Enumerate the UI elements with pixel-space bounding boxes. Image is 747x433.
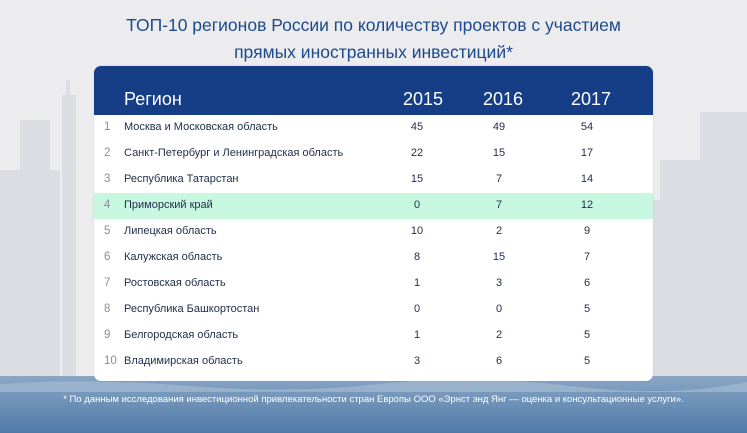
row-region: Республика Башкортостан: [124, 303, 260, 315]
table-row: [94, 193, 653, 219]
table-header: [94, 66, 653, 115]
row-rank: 5: [104, 225, 111, 237]
column-header-region: Регион: [124, 89, 182, 109]
row-region: Липецкая область: [124, 225, 217, 237]
row-value-2016: 7: [495, 173, 503, 185]
row-region: Белгородская область: [124, 329, 239, 341]
row-value-2017: 9: [583, 225, 591, 237]
chart-title-line-2: прямых иностранных инвестиций*: [234, 42, 513, 62]
table-row: [94, 349, 653, 375]
column-header-2016: 2016: [483, 89, 524, 109]
row-value-2015: 3: [413, 355, 421, 367]
row-value-2015: 22: [410, 147, 424, 159]
ranking-table: [94, 66, 653, 381]
row-value-2017: 5: [583, 355, 591, 367]
table-row: [94, 271, 653, 297]
row-rank: 4: [104, 199, 111, 211]
table-row: [94, 297, 653, 323]
row-value-2015: 0: [413, 199, 421, 211]
table-row: [94, 141, 653, 167]
row-value-2016: 3: [495, 277, 503, 289]
row-value-2016: 2: [495, 225, 503, 237]
row-value-2017: 5: [583, 329, 591, 341]
row-value-2017: 7: [583, 251, 591, 263]
chart-title-line-1: ТОП-10 регионов России по количеству проектов с участием: [126, 15, 621, 35]
row-rank: 1: [104, 121, 111, 133]
column-header-2017: 2017: [571, 89, 612, 109]
row-region: Ростовская область: [124, 277, 226, 289]
row-value-2016: 2: [495, 329, 503, 341]
row-value-2015: 10: [410, 225, 424, 237]
row-value-2016: 0: [495, 303, 503, 315]
row-region: Владимирская область: [124, 355, 243, 367]
table-row: [94, 219, 653, 245]
row-region: Калужская область: [124, 251, 223, 263]
row-value-2017: 5: [583, 303, 591, 315]
row-value-2017: 17: [580, 147, 594, 159]
row-rank: 6: [104, 251, 111, 263]
table-row: [94, 323, 653, 349]
row-region: Приморский край: [124, 199, 213, 211]
chart-title: [0, 12, 747, 66]
row-region: Республика Татарстан: [124, 173, 239, 185]
row-value-2015: 8: [413, 251, 421, 263]
row-rank: 3: [104, 173, 111, 185]
row-value-2016: 6: [495, 355, 503, 367]
row-value-2016: 49: [492, 121, 506, 133]
row-value-2017: 14: [580, 173, 594, 185]
row-region: Санкт-Петербург и Ленинградская область: [124, 147, 344, 159]
table-row: [94, 245, 653, 271]
row-value-2016: 15: [492, 251, 506, 263]
table-row: [94, 167, 653, 193]
row-value-2017: 12: [580, 199, 594, 211]
row-value-2015: 0: [413, 303, 421, 315]
row-rank: 7: [104, 277, 111, 289]
row-rank: 2: [104, 147, 111, 159]
row-value-2017: 54: [580, 121, 594, 133]
footnote: * По данным исследования инвестиционной привлекательности стран Европы ООО «Эрнст энд Янг — оценка и консультационные услуги».: [63, 394, 684, 405]
row-value-2015: 1: [413, 277, 421, 289]
row-value-2015: 1: [413, 329, 421, 341]
table-row: [94, 115, 653, 141]
row-rank: 8: [104, 303, 111, 315]
row-value-2016: 15: [492, 147, 506, 159]
row-value-2017: 6: [583, 277, 591, 289]
row-value-2016: 7: [495, 199, 503, 211]
row-rank: 10: [104, 355, 117, 367]
row-rank: 9: [104, 329, 111, 341]
row-value-2015: 15: [410, 173, 424, 185]
row-region: Москва и Московская область: [124, 121, 278, 133]
column-header-2015: 2015: [403, 89, 444, 109]
row-value-2015: 45: [410, 121, 424, 133]
